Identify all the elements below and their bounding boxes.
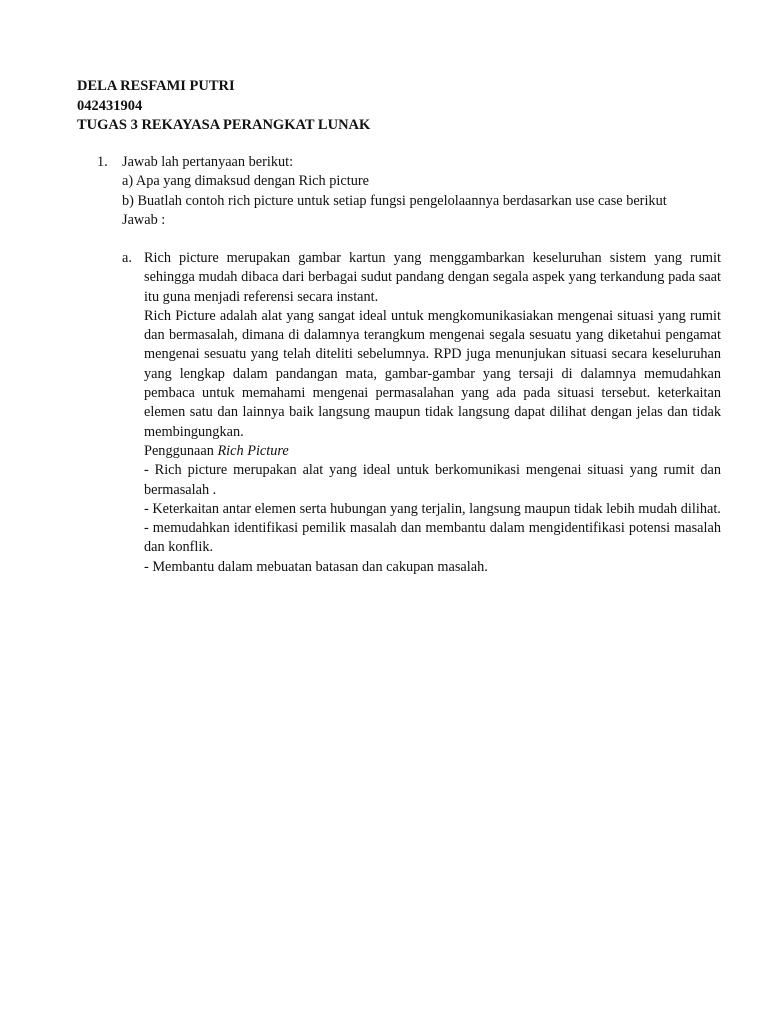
student-id: 042431904 bbox=[77, 97, 143, 114]
answer-item bbox=[122, 249, 721, 577]
question-part-a: a) Apa yang dimaksud dengan Rich picture bbox=[122, 173, 369, 190]
usage-bullet: - Rich picture merupakan alat yang ideal untuk berkomunikasi mengenai situasi yang rumit dan bermasalah . bbox=[144, 462, 721, 498]
author-name: DELA RESFAMI PUTRI bbox=[77, 78, 235, 94]
question-lines bbox=[122, 153, 717, 230]
assignment-title: TUGAS 3 REKAYASA PERANGKAT LUNAK bbox=[77, 117, 371, 133]
answer-label: Jawab : bbox=[122, 211, 166, 228]
usage-heading bbox=[144, 442, 721, 461]
usage-heading-term: Rich Picture bbox=[217, 442, 289, 459]
question-part-b: b) Buatlah contoh rich picture untuk setiap fungsi pengelolaannya berdasarkan use case berikut bbox=[122, 192, 667, 209]
usage-bullet: - Keterkaitan antar elemen serta hubungan yang terjalin, langsung maupun tidak lebih mudah dilihat. bbox=[144, 500, 721, 517]
answer-body bbox=[144, 249, 721, 577]
answer-paragraph-definition: Rich picture merupakan gambar kartun yang menggambarkan keseluruhan sistem yang rumit sehingga mudah dibaca dari berbagai sudut pandang dengan segala aspek yang terkandung pada saat itu guna menjadi referensi secara instant. bbox=[144, 250, 721, 305]
document-header bbox=[77, 77, 370, 136]
usage-heading-prefix: Penggunaan bbox=[144, 442, 218, 459]
question-item bbox=[97, 153, 717, 230]
answer-paragraph-explanation: Rich Picture adalah alat yang sangat ideal untuk mengkomunikasiakan mengenai situasi yang rumit dan bermasalah, dimana di dalamnya terangkum mengenai segala sesuatu yang diketahui pengamat mengenai sesuatu yang telah diteliti sebelumnya. RPD juga menunjukan situasi secara keseluruhan yang lengkap dalam pandangan mata, gambar-gambar yang tersaji di dalamnya memudahkan pembaca untuk memahami mengenai permasalahan yang ada pada situasi tersebut. keterkaitan elemen satu dan lainnya baik langsung maupun tidak langsung dapat dilihat dengan jelas dan tidak membingungkan. bbox=[144, 307, 721, 440]
question-instruction: Jawab lah pertanyaan berikut: bbox=[122, 154, 294, 170]
usage-bullet: - Membantu dalam mebuatan batasan dan cakupan masalah. bbox=[144, 558, 488, 575]
question-number: 1. bbox=[97, 154, 108, 170]
usage-bullet: - memudahkan identifikasi pemilik masalah dan membantu dalam mengidentifikasi potensi masalah dan konflik. bbox=[144, 520, 721, 556]
answer-marker: a. bbox=[122, 250, 132, 266]
